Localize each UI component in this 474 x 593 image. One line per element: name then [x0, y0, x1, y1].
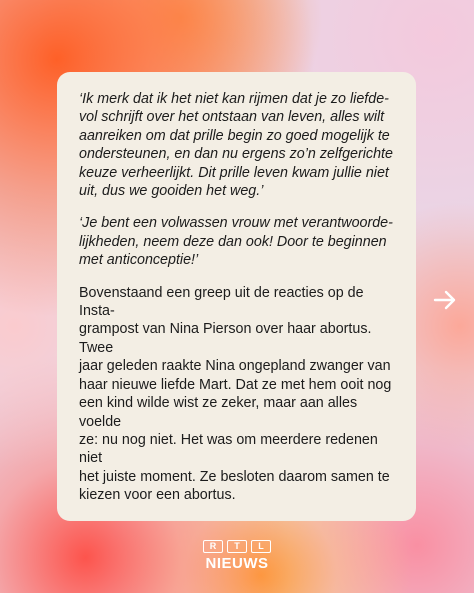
quote-paragraph-1: ‘Ik merk dat ik het niet kan rijmen dat je zo liefde- vol schrijft over het ontstaan van leven, alles wilt aanreiken om dat prille begin zo goed mogelijk te ondersteunen, en dan nu ergens zo’n zelfgerichte keuze verheerlijkt. Dit prille leven kwam jullie niet uit, dus we gooiden het weg.’ — [79, 91, 393, 200]
logo-letter-r: R — [203, 540, 223, 553]
logo-letter-l: L — [251, 540, 271, 553]
logo-wordmark: NIEUWS — [205, 555, 269, 572]
quote-paragraph-2: ‘Je bent een volwassen vrouw met verantwoorde- lijkheden, neem deze dan ook! Door te beginnen met anticonceptie!’ — [79, 215, 393, 269]
rtl-nieuws-logo — [200, 540, 274, 574]
arrow-right-icon — [433, 288, 457, 312]
next-slide-button[interactable] — [432, 287, 458, 313]
body-paragraph-1: Bovenstaand een greep uit de reacties op de Insta- grampost van Nina Pierson over haar abortus. Twee jaar geleden raakte Nina ongepland zwanger van haar nieuwe liefde Mart. Dat ze met hem ooit nog een kind wilde wist ze zeker, maar aan alles voelde ze: nu nog niet. Het was om meerdere redenen niet het juiste moment. Ze besloten daarom samen te kiezen voor een abortus. — [79, 284, 392, 504]
rtl-letter-boxes — [200, 540, 274, 553]
logo-letter-t: T — [227, 540, 247, 553]
article-card — [57, 72, 416, 521]
body-paragraph-2 — [79, 519, 396, 521]
